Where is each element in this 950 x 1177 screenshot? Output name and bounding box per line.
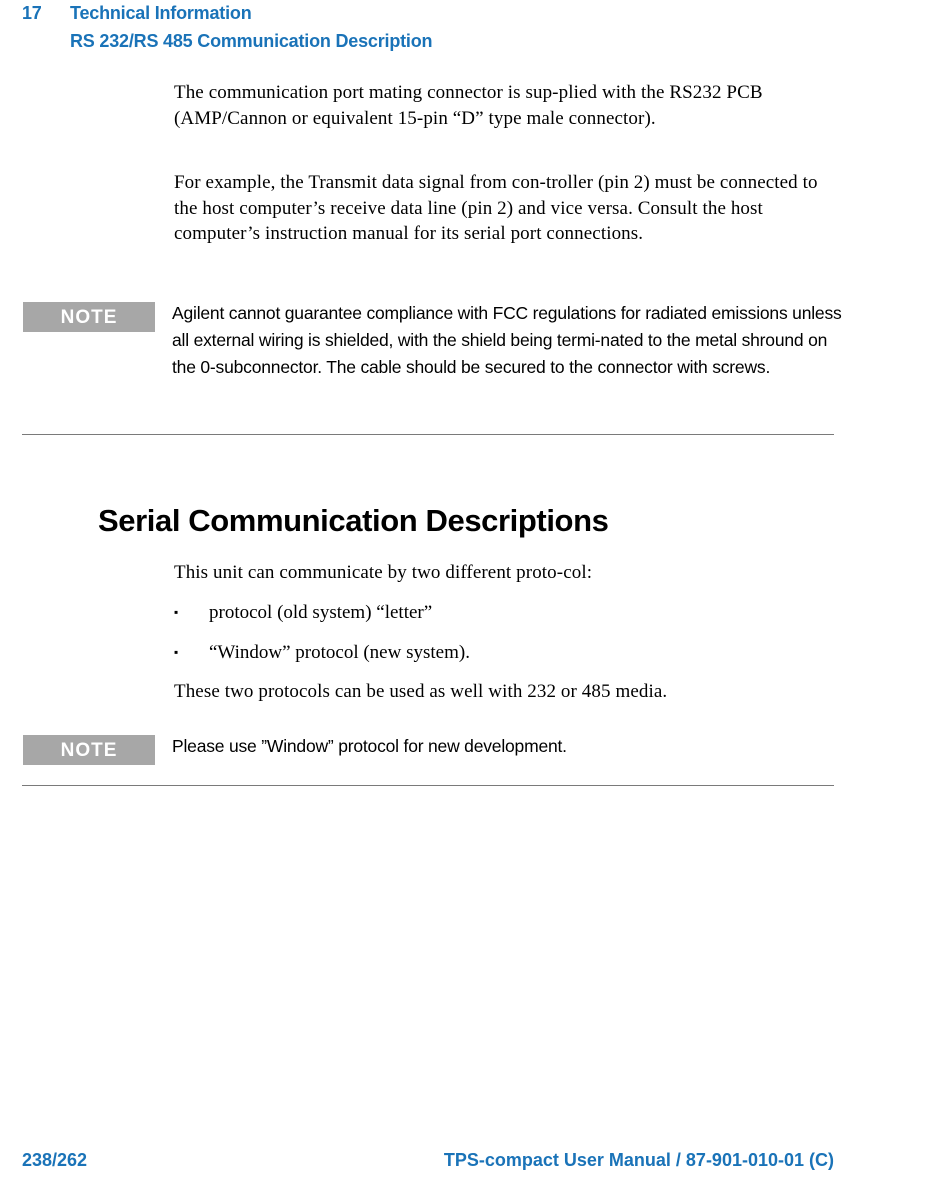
section-heading: Serial Communication Descriptions <box>98 503 609 538</box>
bullet-square-icon: ▪ <box>174 605 179 619</box>
section-closing: These two protocols can be used as well with 232 or 485 media. <box>174 681 668 702</box>
list-item <box>174 600 432 625</box>
note-label: NOTE <box>23 735 155 765</box>
page-number: 238/262 <box>22 1150 88 1170</box>
note-label: NOTE <box>23 302 155 332</box>
note-text: Agilent cannot guarantee compliance with FCC regulations for radiated emissions unless all external wiring is shielded, with the shield being termi-nated to the metal shround on the 0-subconnector. The cable should be secured to the connector with screws. <box>172 303 842 377</box>
divider <box>22 785 834 786</box>
list-item-text: “Window” protocol (new system). <box>209 642 470 663</box>
section-title: RS 232/RS 485 Communication Description <box>70 31 433 51</box>
section-intro: This unit can communicate by two different proto-col: <box>174 562 593 583</box>
list-item <box>174 640 470 665</box>
bullet-square-icon: ▪ <box>174 645 179 659</box>
intro-paragraph-1: The communication port mating connector is sup-plied with the RS232 PCB (AMP/Cannon or equivalent 15-pin “D” type male connector). <box>174 82 763 129</box>
manual-reference: TPS-compact User Manual / 87-901-010-01 (C) <box>443 1150 834 1170</box>
divider <box>22 434 834 435</box>
intro-paragraph-2: For example, the Transmit data signal from con-troller (pin 2) must be connected to the host computer’s receive data line (pin 2) and vice versa. Consult the host computer’s instruction manual for its serial port connections. <box>174 172 818 244</box>
chapter-number: 17 <box>22 3 42 23</box>
list-item-text: protocol (old system) “letter” <box>209 602 433 623</box>
note-text: Please use ”Window” protocol for new development. <box>172 736 567 756</box>
chapter-title: Technical Information <box>70 3 252 23</box>
